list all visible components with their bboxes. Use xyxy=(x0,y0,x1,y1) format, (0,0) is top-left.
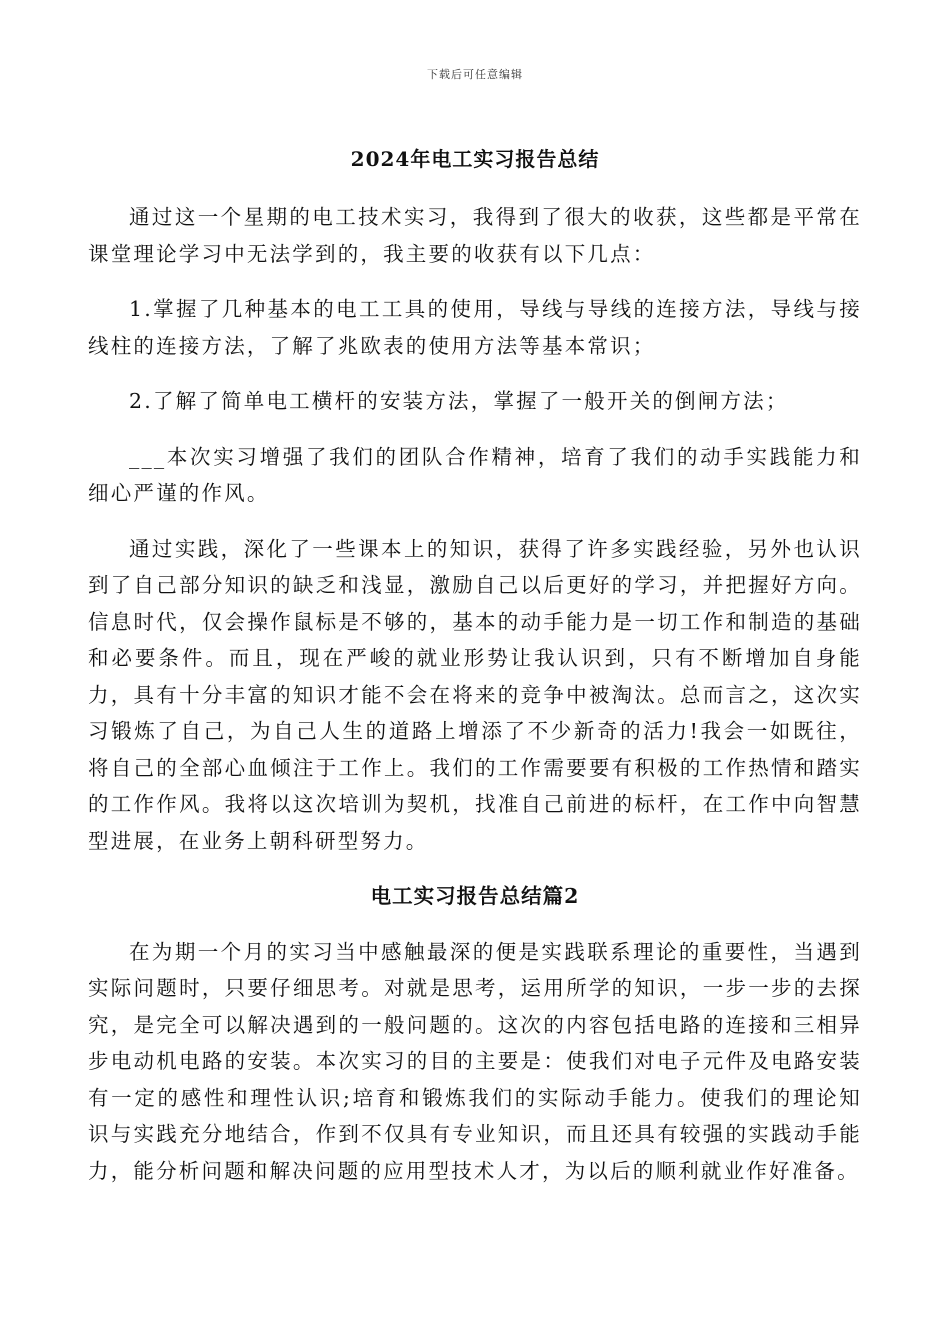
paragraph-point-2: 2.了解了简单电工横杆的安装方法，掌握了一般开关的倒闸方法； xyxy=(129,389,789,413)
paragraph-intro: 通过这一个星期的电工技术实习，我得到了很大的收获，这些都是平常在课堂理论学习中无法学到的，我主要的收获有以下几点： xyxy=(88,205,862,266)
paragraph-section-2: 在为期一个月的实习当中感触最深的便是实践联系理论的重要性，当遇到实际问题时，只要仔细思考。对就是思考，运用所学的知识，一步一步的去探究，是完全可以解决遇到的一般问题的。这次的内容包括电路的连接和三相异步电动机电路的安装。本次实习的目的主要是：使我们对电子元件及电路安装有一定的感性和理性认识;培育和锻炼我们的实际动手能力。使我们的理论知识与实践充分地结合，作到不仅具有专业知识，而且还具有较强的实践动手能力，能分析问题和解决问题的应用型技术人才，为以后的顺利就业作好准备。 xyxy=(88,939,862,1183)
document-body xyxy=(88,199,862,1208)
paragraph-reflection: 通过实践，深化了一些课本上的知识，获得了许多实践经验，另外也认识到了自己部分知识的缺乏和浅显，激励自己以后更好的学习，并把握好方向。信息时代，仅会操作鼠标是不够的，基本的动手能力是一切工作和制造的基础和必要条件。而且，现在严峻的就业形势让我认识到，只有不断增加自身能力，具有十分丰富的知识才能不会在将来的竞争中被淘汰。总而言之，这次实习锻炼了自己，为自己人生的道路上增添了不少新奇的活力!我会一如既往，将自己的全部心血倾注于工作上。我们的工作需要要有积极的工作热情和踏实的工作作风。我将以这次培训为契机，找准自己前进的标杆，在工作中向智慧型进展，在业务上朝科研型努力。 xyxy=(88,536,862,853)
paragraph-point-1: 1.掌握了几种基本的电工工具的使用，导线与导线的连接方法，导线与接线柱的连接方法，了解了兆欧表的使用方法等基本常识； xyxy=(88,297,862,358)
header-note: 下载后可任意编辑 xyxy=(427,68,523,81)
paragraph-teamwork: ___本次实习增强了我们的团队合作精神，培育了我们的动手实践能力和细心严谨的作风。 xyxy=(88,444,862,505)
document-title: 2024年电工实习报告总结 xyxy=(350,147,600,171)
section-2-title: 电工实习报告总结篇2 xyxy=(370,884,580,908)
